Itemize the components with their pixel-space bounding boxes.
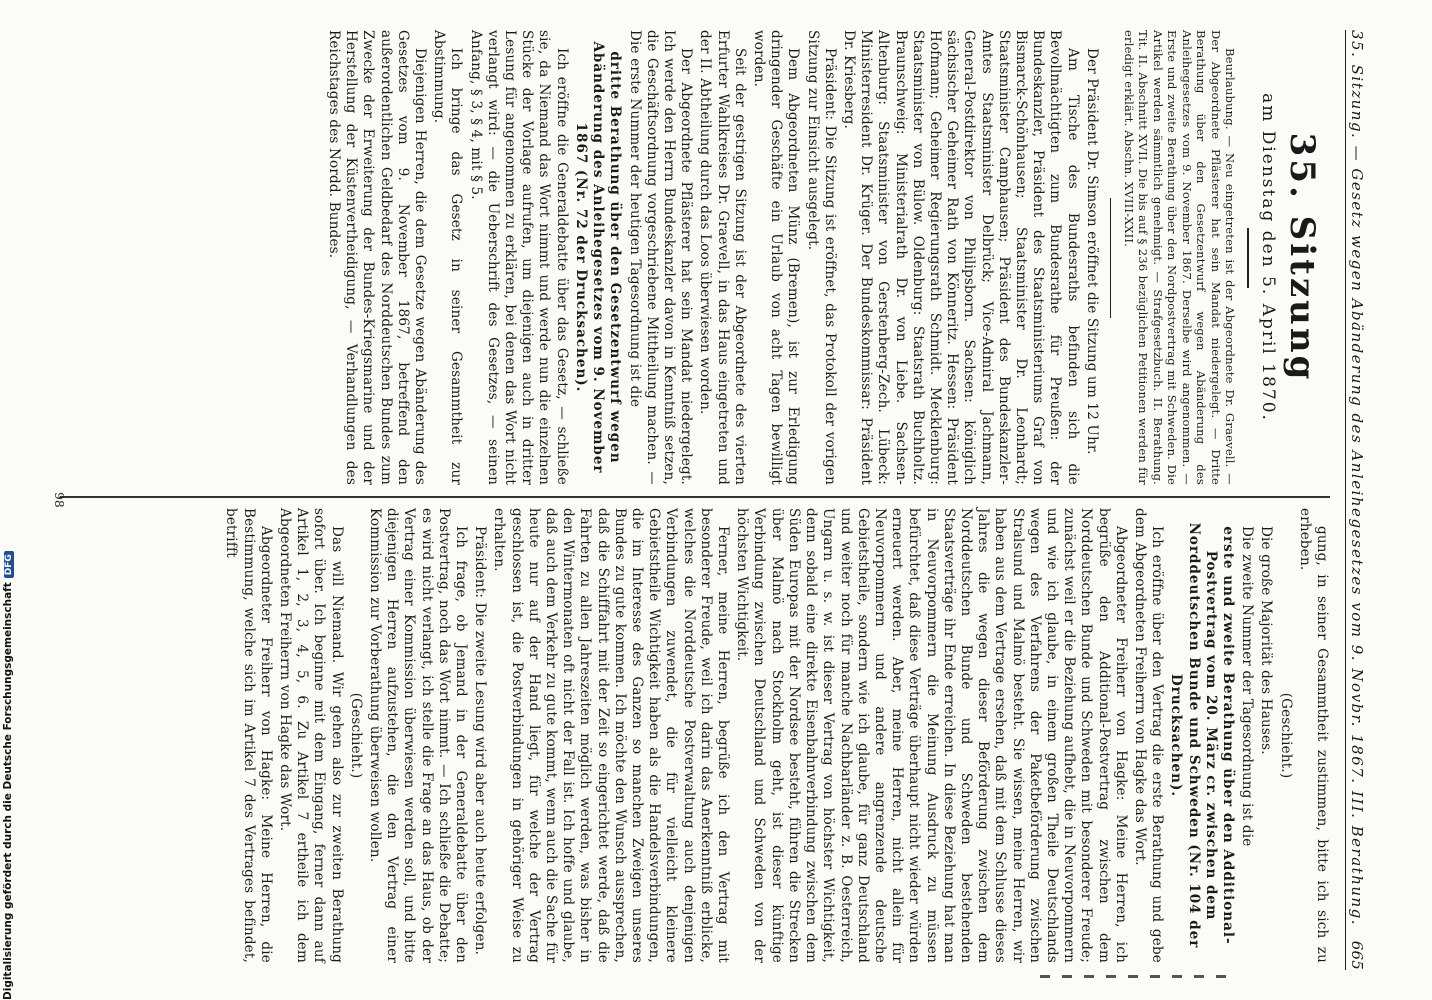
paragraph: Ich frage, ob Jemand in der Generaldebatte über den Postvertrag, noch das Wort nimmt. — Ich schließe die Debatte; es wird nicht verlangt, ich stelle die Frage an das Haus, ob der Vertrag einer Kommission überwiesen werden soll, und bitte diejenigen Herren aufzustehen, die den Vertrag einer Kommission zur Vorberathung überweisen wollen. [367,508,470,963]
scan-edge-mark [1040,975,1230,978]
table-of-contents: Beurlaubung. — Neu eingetreten ist der Abgeordnete Dr. Graevell. — Der Abgeordnete Pflästerer hat sein Mandat niedergelegt. — Dritte Berathung über den Gesetzentwurf wegen Abänderung des Anleihegesetzes vom 9. November 1867. Derselbe wird angenommen. — Erste und zweite Berathung über den Nordpostvertrag mit Schweden. Die Artikel werden sämmtlich genehmigt. — Strafgesetzbuch. II. Berathung. Tit. II. Abschnitt XVII. Die bis auf § 236 bezüglichen Petitionen werden für erledigt erklärt. Abschn. XVIII-XXII. [1121,30,1238,485]
session-date: am Dienstag den 5. April 1870. [1258,93,1278,422]
paragraph: Ich eröffne über den Vertrag die erste Berathung und gebe dem Abgeordneten Freiherrn von Hagke das Wort. [1131,508,1166,963]
paragraph: Diejenigen Herren, die dem Gesetze wegen Abänderung des Gesetzes vom 9. November 1867, betreffend den außerordentlichen Geldbedarf des Norddeutschen Bundes zum Zwecke der Erweiterung der Bundes-Kriegsmarine und der Herstellung der Küstenvertheidigung, — Verhandlungen des Reichstages des Nordd. Bundes. [326,30,429,485]
paragraph: Der Präsident Dr. Simson eröffnet die Sitzung um 12 Uhr. [1083,48,1100,455]
paragraph: Seit der gestrigen Sitzung ist der Abgeordnete des vierten Erfurter Wahlkreises Dr. Graevell, in das Haus eingetreten und der II. Abtheilung durch das Loos überwiesen worden. [697,30,748,485]
paragraph: Ich eröffne die Generaldebatte über das Gesetz, — schließe sie, da Niemand das Wort nimmt und werde nun die einzelnen Stücke der Vorlage aufrufen, um diejenigen auch in dritter Lesung für angenommen zu erklären, bei denen das Wort nicht verlangt wird: — die Ueberschrift des Gesetzes, — seinen Anfang, § 3, § 4, mit § 5. [467,30,570,485]
page-number: 98 [52,492,67,508]
paragraph: Ich bringe das Gesetz in seiner Gesammtheit zur Abstimmung. [431,30,465,485]
paragraph: Die große Majorität des Hauses. [1258,526,1275,755]
paragraph: Präsident: Die zweite Lesung wird aber auch heute erfolgen. [472,526,489,956]
credit-text: Digitalisierung gefördert durch die Deutsche Forschungsgemeinschaft [2,582,14,1000]
paragraph: Am Tische des Bundesraths befinden sich die Bevollmächtigten zum Bundesrathe für Preußen: der Bundeskanzler, Präsident des Staatsministeriums Graf von Bismarck-Schönhausen; Staatsminister Dr. Leonhardt; Staatsminister Camphausen; Präsident des Bundeskanzler-Amtes Staatsminister Delbrück; Vice-Admiral Jachmann, General-Postdirektor von Philipsborn. Sachsen: königlich sächsischer Geheimer Rath von Könneritz. Hessen: Präsident Hofmann; Geheimer Regierungsrath Schmidt. Mecklenburg: Staatsminister von Bülow. Oldenburg: Staatsrath Buchholtz. Braunschweig: Ministerialrath Dr. von Liebe. Sachsen-Altenburg: Staatsminister von Gerstenberg-Zech. Lübeck: Ministerresident Dr. Krüger. Der Bundeskommissar: Präsident Dr. Kriesberg. [840,30,1081,485]
paragraph: Dem Abgeordneten Münz (Bremen), ist zur Erledigung dringender Geschäfte ein Urlaub von acht Tagen bewilligt worden. [750,30,802,485]
right-column [220,508,1330,963]
session-title: 35. Sitzung [1282,132,1322,383]
paragraph: Der Abgeordnete Pflästerer hat sein Mandat niedergelegt. Ich werde den Herrn Bundeskanzler davon in Kenntniß setzen, die Geschäftsordnung vorgeschriebene Mittheilung machen. — Die erste Nummer der heutigen Tagesordnung ist die [626,30,695,485]
paragraph: Abgeordneter Freiherr von Hagke: Meine Herren, ich begrüße den Additional-Postvertrag zwischen dem Norddeutschen Bunde und Schweden mit besonderer Freude; zunächst weil er die Beziehung aufhebt, die in Neuvorpommern und wie ich glaube, in einem großen Theile Deutschlands wegen des Verfahrens der Paketbeförderung zwischen Stralsund und Malmö besteht. Sie wissen, meine Herren, wir haben aus dem Vertrage ersehen, daß mit dem Schlusse dieses Jahres die wegen dieser Beförderung zwischen dem Norddeutschen Bunde und Schweden bestehenden Staatsverträge ihr Ende erreichen. In diese Beziehung hat man in Neuvorpommern die Meinung Ausdruck zu müssen befürchtet, daß diese Verträge überhaupt nicht wieder würden erneuert werden. Aber, meine Herren, nicht allein für Neuvorpommern und andere angrenzende deutsche Gebietstheile, sondern wie ich glaube, für ganz Deutschland und weiter noch für manche Nachbarländer z. B. Oesterreich, Ungarn u. s. w. ist dieser Vertrag von höchster Wichtigkeit, denn sobald eine direkte Eisenbahnverbindung zwischen dem Süden Europas mit der Nordsee besteht, führen die Strecken über Malmö nach Stockholm geht, ist dieser künftige Verbindung zwischen Deutschland und Schweden von der höchsten Wichtigkeit. [734,508,1129,963]
stage-direction: (Geschieht.) [1277,692,1294,779]
paragraph: Ferner, meine Herren, begrüße ich den Vertrag mit besonderer Freude, weil ich darin das Anerkenntniß erblicke, welches die Norddeutsche Postverwaltung auch denjenigen Verbindungen zuwendet, die für vielleicht kleinere Gebietstheile Wichtigkeit haben als die Handelsverbindungen, die im Interesse des Ganzen so manchen Zweigen unseres Bundes zu gute kommen. Ich möchte den Wunsch aussprechen, daß die Schifffahrt mit der Zeit so eingerichtet werde, daß die Fahrten zu allen Jahreszeiten möglich werden, was bisher in den Wintermonaten oft nicht der Fall ist. Ich hoffe und glaube, daß auch dem Verkehr zu gute kommt, wenn auch die Sache für heute nur auf der Hand liegt, für welche der Vertrag geschlossen ist, die Postverbindungen in gehöriger Weise zu erhalten. [491,508,732,963]
scanned-page [50,30,1370,970]
running-head [1345,30,1370,970]
dfg-logo: DFG [4,551,14,578]
left-column [323,30,1330,485]
paragraph: Das will Niemand. Wir gehen also zur zweiten Berathung sofort über. Ich beginne mit dem Eingang, ferner dann auf Artikel 1, 2, 3, 4, 5, 6. Zu Artikel 7 ertheile ich dem Abgeordneten Freiherrn von Hagke das Wort. [277,508,345,963]
divider [1110,198,1112,318]
agenda-heading: dritte Berathung über den Gesetzentwurf wegen Abänderung des Anleihegesetzes vom 9. November 1867 (Nr. 72 der Drucksachen). [572,41,624,474]
paragraph: Die zweite Nummer der Tagesordnung ist die [1239,526,1256,847]
stage-direction: (Geschieht.) [347,692,364,779]
paragraph: Abgeordneter Freiherr von Hagke: Meine Herren, die Bestimmung, welche sich im Artikel 7 des Vertrages befindet, betrifft [223,508,274,963]
paragraph: gung, in seiner Gesammtheit zustimmen, bitte ich sich zu erheben. [1296,508,1330,963]
agenda-heading: erste und zweite Berathung über den Additional-Postvertrag vom 20. März cr. zwischen dem Norddeutschen Bunde und Schweden (Nr. 104 der Drucksachen). [1168,522,1236,949]
running-head-page: 665 [1348,940,1367,970]
divider [1247,228,1249,288]
paragraph: Präsident: Die Sitzung ist eröffnet, das Protokoll der vorigen Sitzung zur Einsicht ausgelegt. [804,30,838,485]
column-rule [60,496,1330,498]
running-head-title: 35. Sitzung. — Gesetz wegen Abänderung des Anleihegesetzes vom 9. Novbr. 1867. III. Berathung. [1348,30,1367,927]
digitization-credit [2,551,14,1000]
